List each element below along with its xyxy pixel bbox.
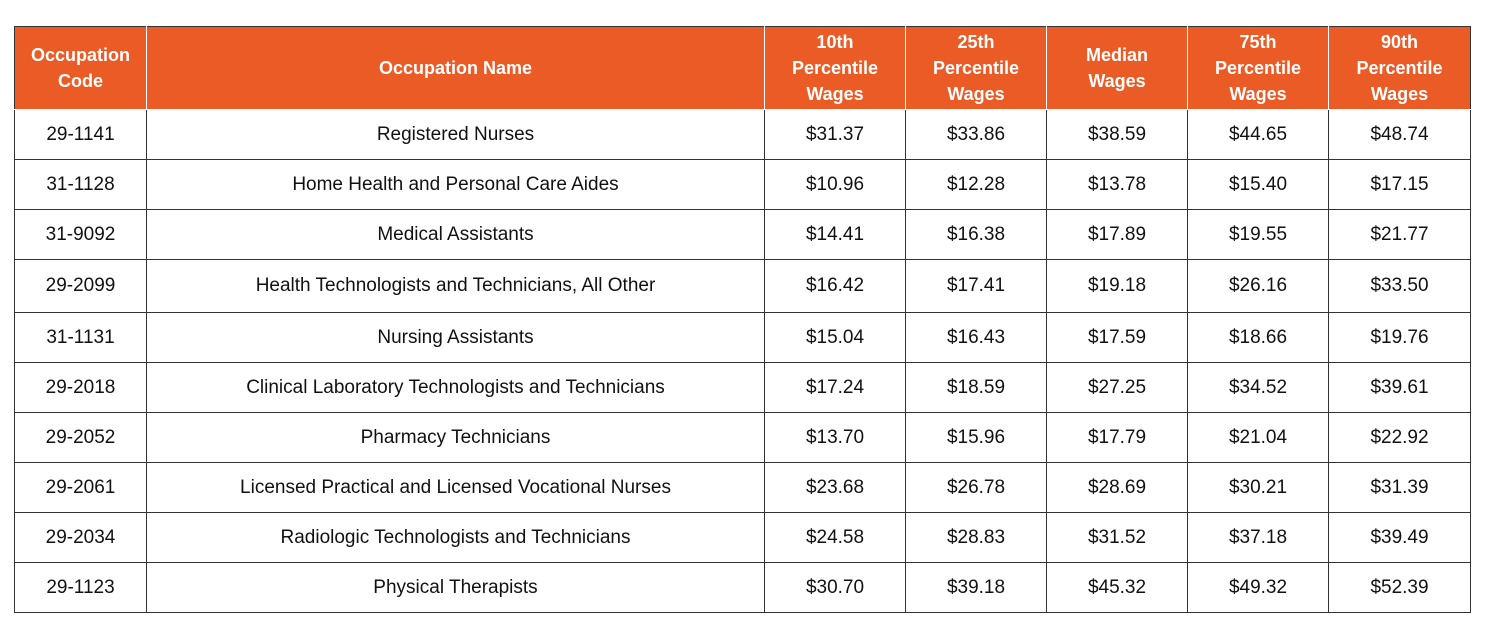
header-10th-percentile: 10th Percentile Wages	[765, 27, 906, 110]
cell-25th-percentile: $26.78	[906, 463, 1047, 513]
cell-occupation-name: Medical Assistants	[147, 210, 765, 260]
cell-90th-percentile: $31.39	[1329, 463, 1471, 513]
header-median-wages: Median Wages	[1047, 27, 1188, 110]
table-row	[15, 260, 1471, 313]
table-header	[15, 27, 1471, 110]
cell-10th-percentile: $30.70	[765, 563, 906, 613]
cell-10th-percentile: $16.42	[765, 260, 906, 313]
cell-median-wages: $45.32	[1047, 563, 1188, 613]
cell-10th-percentile: $10.96	[765, 160, 906, 210]
table-row	[15, 413, 1471, 463]
header-25th-percentile: 25th Percentile Wages	[906, 27, 1047, 110]
cell-75th-percentile: $21.04	[1188, 413, 1329, 463]
cell-median-wages: $17.89	[1047, 210, 1188, 260]
table-row	[15, 563, 1471, 613]
cell-occupation-name: Nursing Assistants	[147, 313, 765, 363]
cell-10th-percentile: $31.37	[765, 110, 906, 160]
cell-90th-percentile: $39.49	[1329, 513, 1471, 563]
header-row	[15, 27, 1471, 110]
cell-occupation-name: Home Health and Personal Care Aides	[147, 160, 765, 210]
cell-75th-percentile: $49.32	[1188, 563, 1329, 613]
cell-occupation-code: 29-1123	[15, 563, 147, 613]
cell-25th-percentile: $12.28	[906, 160, 1047, 210]
table-row	[15, 110, 1471, 160]
cell-10th-percentile: $17.24	[765, 363, 906, 413]
cell-25th-percentile: $33.86	[906, 110, 1047, 160]
cell-occupation-name: Physical Therapists	[147, 563, 765, 613]
cell-90th-percentile: $17.15	[1329, 160, 1471, 210]
cell-75th-percentile: $19.55	[1188, 210, 1329, 260]
cell-occupation-code: 31-1131	[15, 313, 147, 363]
cell-25th-percentile: $16.38	[906, 210, 1047, 260]
cell-10th-percentile: $14.41	[765, 210, 906, 260]
cell-90th-percentile: $19.76	[1329, 313, 1471, 363]
cell-90th-percentile: $39.61	[1329, 363, 1471, 413]
table-row	[15, 160, 1471, 210]
cell-25th-percentile: $17.41	[906, 260, 1047, 313]
table-body	[15, 110, 1471, 613]
cell-10th-percentile: $23.68	[765, 463, 906, 513]
header-occupation-code: Occupation Code	[15, 27, 147, 110]
cell-75th-percentile: $44.65	[1188, 110, 1329, 160]
table-row	[15, 210, 1471, 260]
cell-90th-percentile: $33.50	[1329, 260, 1471, 313]
cell-75th-percentile: $18.66	[1188, 313, 1329, 363]
cell-25th-percentile: $16.43	[906, 313, 1047, 363]
cell-occupation-code: 29-2061	[15, 463, 147, 513]
cell-90th-percentile: $48.74	[1329, 110, 1471, 160]
cell-median-wages: $27.25	[1047, 363, 1188, 413]
table-row	[15, 513, 1471, 563]
cell-occupation-code: 29-2034	[15, 513, 147, 563]
cell-occupation-code: 29-2099	[15, 260, 147, 313]
cell-median-wages: $19.18	[1047, 260, 1188, 313]
cell-occupation-code: 29-2018	[15, 363, 147, 413]
cell-occupation-code: 31-9092	[15, 210, 147, 260]
cell-90th-percentile: $52.39	[1329, 563, 1471, 613]
cell-median-wages: $17.79	[1047, 413, 1188, 463]
cell-25th-percentile: $15.96	[906, 413, 1047, 463]
cell-25th-percentile: $39.18	[906, 563, 1047, 613]
cell-occupation-name: Clinical Laboratory Technologists and Technicians	[147, 363, 765, 413]
cell-25th-percentile: $18.59	[906, 363, 1047, 413]
cell-median-wages: $38.59	[1047, 110, 1188, 160]
wages-table	[14, 26, 1471, 613]
cell-median-wages: $31.52	[1047, 513, 1188, 563]
cell-occupation-code: 31-1128	[15, 160, 147, 210]
header-occupation-name: Occupation Name	[147, 27, 765, 110]
cell-median-wages: $28.69	[1047, 463, 1188, 513]
header-75th-percentile: 75th Percentile Wages	[1188, 27, 1329, 110]
cell-10th-percentile: $13.70	[765, 413, 906, 463]
cell-median-wages: $17.59	[1047, 313, 1188, 363]
cell-occupation-name: Pharmacy Technicians	[147, 413, 765, 463]
cell-75th-percentile: $34.52	[1188, 363, 1329, 413]
cell-occupation-code: 29-1141	[15, 110, 147, 160]
cell-median-wages: $13.78	[1047, 160, 1188, 210]
cell-75th-percentile: $26.16	[1188, 260, 1329, 313]
cell-occupation-name: Licensed Practical and Licensed Vocational Nurses	[147, 463, 765, 513]
table-row	[15, 363, 1471, 413]
cell-75th-percentile: $30.21	[1188, 463, 1329, 513]
cell-25th-percentile: $28.83	[906, 513, 1047, 563]
table-row	[15, 463, 1471, 513]
cell-10th-percentile: $24.58	[765, 513, 906, 563]
cell-90th-percentile: $21.77	[1329, 210, 1471, 260]
cell-75th-percentile: $37.18	[1188, 513, 1329, 563]
cell-occupation-name: Registered Nurses	[147, 110, 765, 160]
cell-occupation-name: Health Technologists and Technicians, All Other	[147, 260, 765, 313]
header-90th-percentile: 90th Percentile Wages	[1329, 27, 1471, 110]
cell-75th-percentile: $15.40	[1188, 160, 1329, 210]
cell-occupation-code: 29-2052	[15, 413, 147, 463]
cell-90th-percentile: $22.92	[1329, 413, 1471, 463]
cell-10th-percentile: $15.04	[765, 313, 906, 363]
table-row	[15, 313, 1471, 363]
cell-occupation-name: Radiologic Technologists and Technicians	[147, 513, 765, 563]
